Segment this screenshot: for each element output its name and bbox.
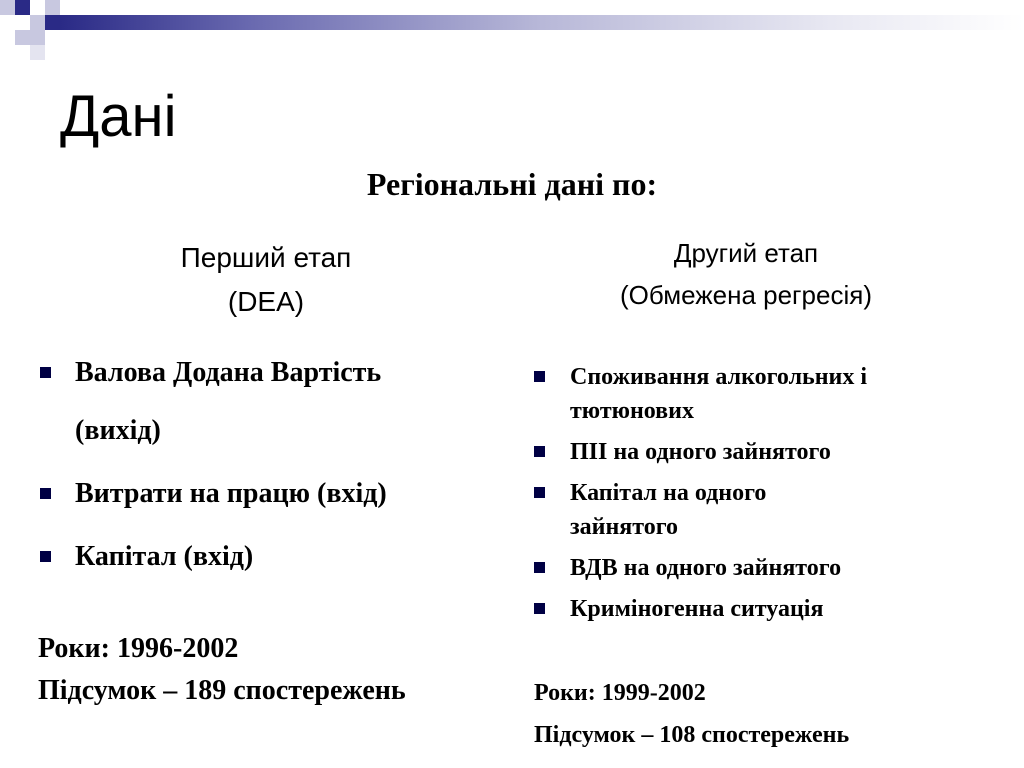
square-bullet-icon — [534, 446, 545, 457]
square-bullet-icon — [534, 371, 545, 382]
left-column-heading — [96, 236, 436, 324]
left-years: Роки: 1996-2002 — [38, 633, 239, 664]
list-item — [40, 465, 510, 523]
list-item — [534, 435, 984, 469]
list-item — [40, 528, 510, 586]
list-item-text: Споживання алкогольних і — [570, 364, 868, 390]
square-bullet-icon — [40, 488, 51, 499]
deco-square — [0, 0, 15, 15]
slide-title: Дані — [60, 84, 177, 149]
right-heading-line1: Другий етап — [673, 238, 819, 268]
deco-square — [15, 0, 30, 15]
deco-square — [45, 0, 60, 15]
left-summary — [38, 628, 406, 712]
right-column-heading — [540, 232, 952, 316]
right-heading-line2: (Обмежена регресія) — [620, 280, 872, 310]
list-item — [534, 476, 984, 544]
list-item-text: Криміногенна ситуація — [570, 596, 824, 622]
list-item-text: ВДВ на одного зайнятого — [570, 555, 842, 581]
header-decoration — [0, 0, 1024, 56]
right-bullet-list — [534, 360, 984, 633]
deco-square — [30, 45, 45, 60]
deco-square — [15, 30, 30, 45]
square-bullet-icon — [534, 487, 545, 498]
list-item — [40, 344, 510, 460]
list-item — [534, 551, 984, 585]
list-item-text: зайнятого — [570, 514, 679, 540]
square-bullet-icon — [40, 367, 51, 378]
list-item-text: Капітал на одного — [570, 480, 767, 506]
slide-subtitle: Регіональні дані по: — [366, 166, 658, 202]
header-gradient-bar — [60, 15, 1024, 30]
square-bullet-icon — [534, 603, 545, 614]
left-heading-line1: Перший етап — [180, 242, 352, 273]
list-item-text: тютюнових — [570, 398, 694, 424]
list-item-text: (вихід) — [75, 415, 161, 446]
list-item — [534, 592, 984, 626]
square-bullet-icon — [534, 562, 545, 573]
list-item-text: Валова Додана Вартість — [75, 357, 382, 388]
right-years: Роки: 1999-2002 — [534, 680, 706, 706]
left-heading-line2: (DEA) — [227, 286, 305, 317]
deco-square — [30, 0, 45, 15]
deco-square — [45, 15, 60, 30]
square-bullet-icon — [40, 551, 51, 562]
deco-square — [30, 15, 45, 30]
list-item-text: Капітал (вхід) — [75, 541, 254, 572]
left-total: Підсумок – 189 спостережень — [38, 675, 406, 706]
list-item-text: Витрати на працю (вхід) — [75, 478, 387, 509]
deco-square — [30, 30, 45, 45]
right-summary — [534, 672, 849, 756]
left-bullet-list — [40, 344, 510, 591]
list-item-text: ПІІ на одного зайнятого — [570, 439, 831, 465]
list-item — [534, 360, 984, 428]
right-total: Підсумок – 108 спостережень — [534, 722, 850, 748]
